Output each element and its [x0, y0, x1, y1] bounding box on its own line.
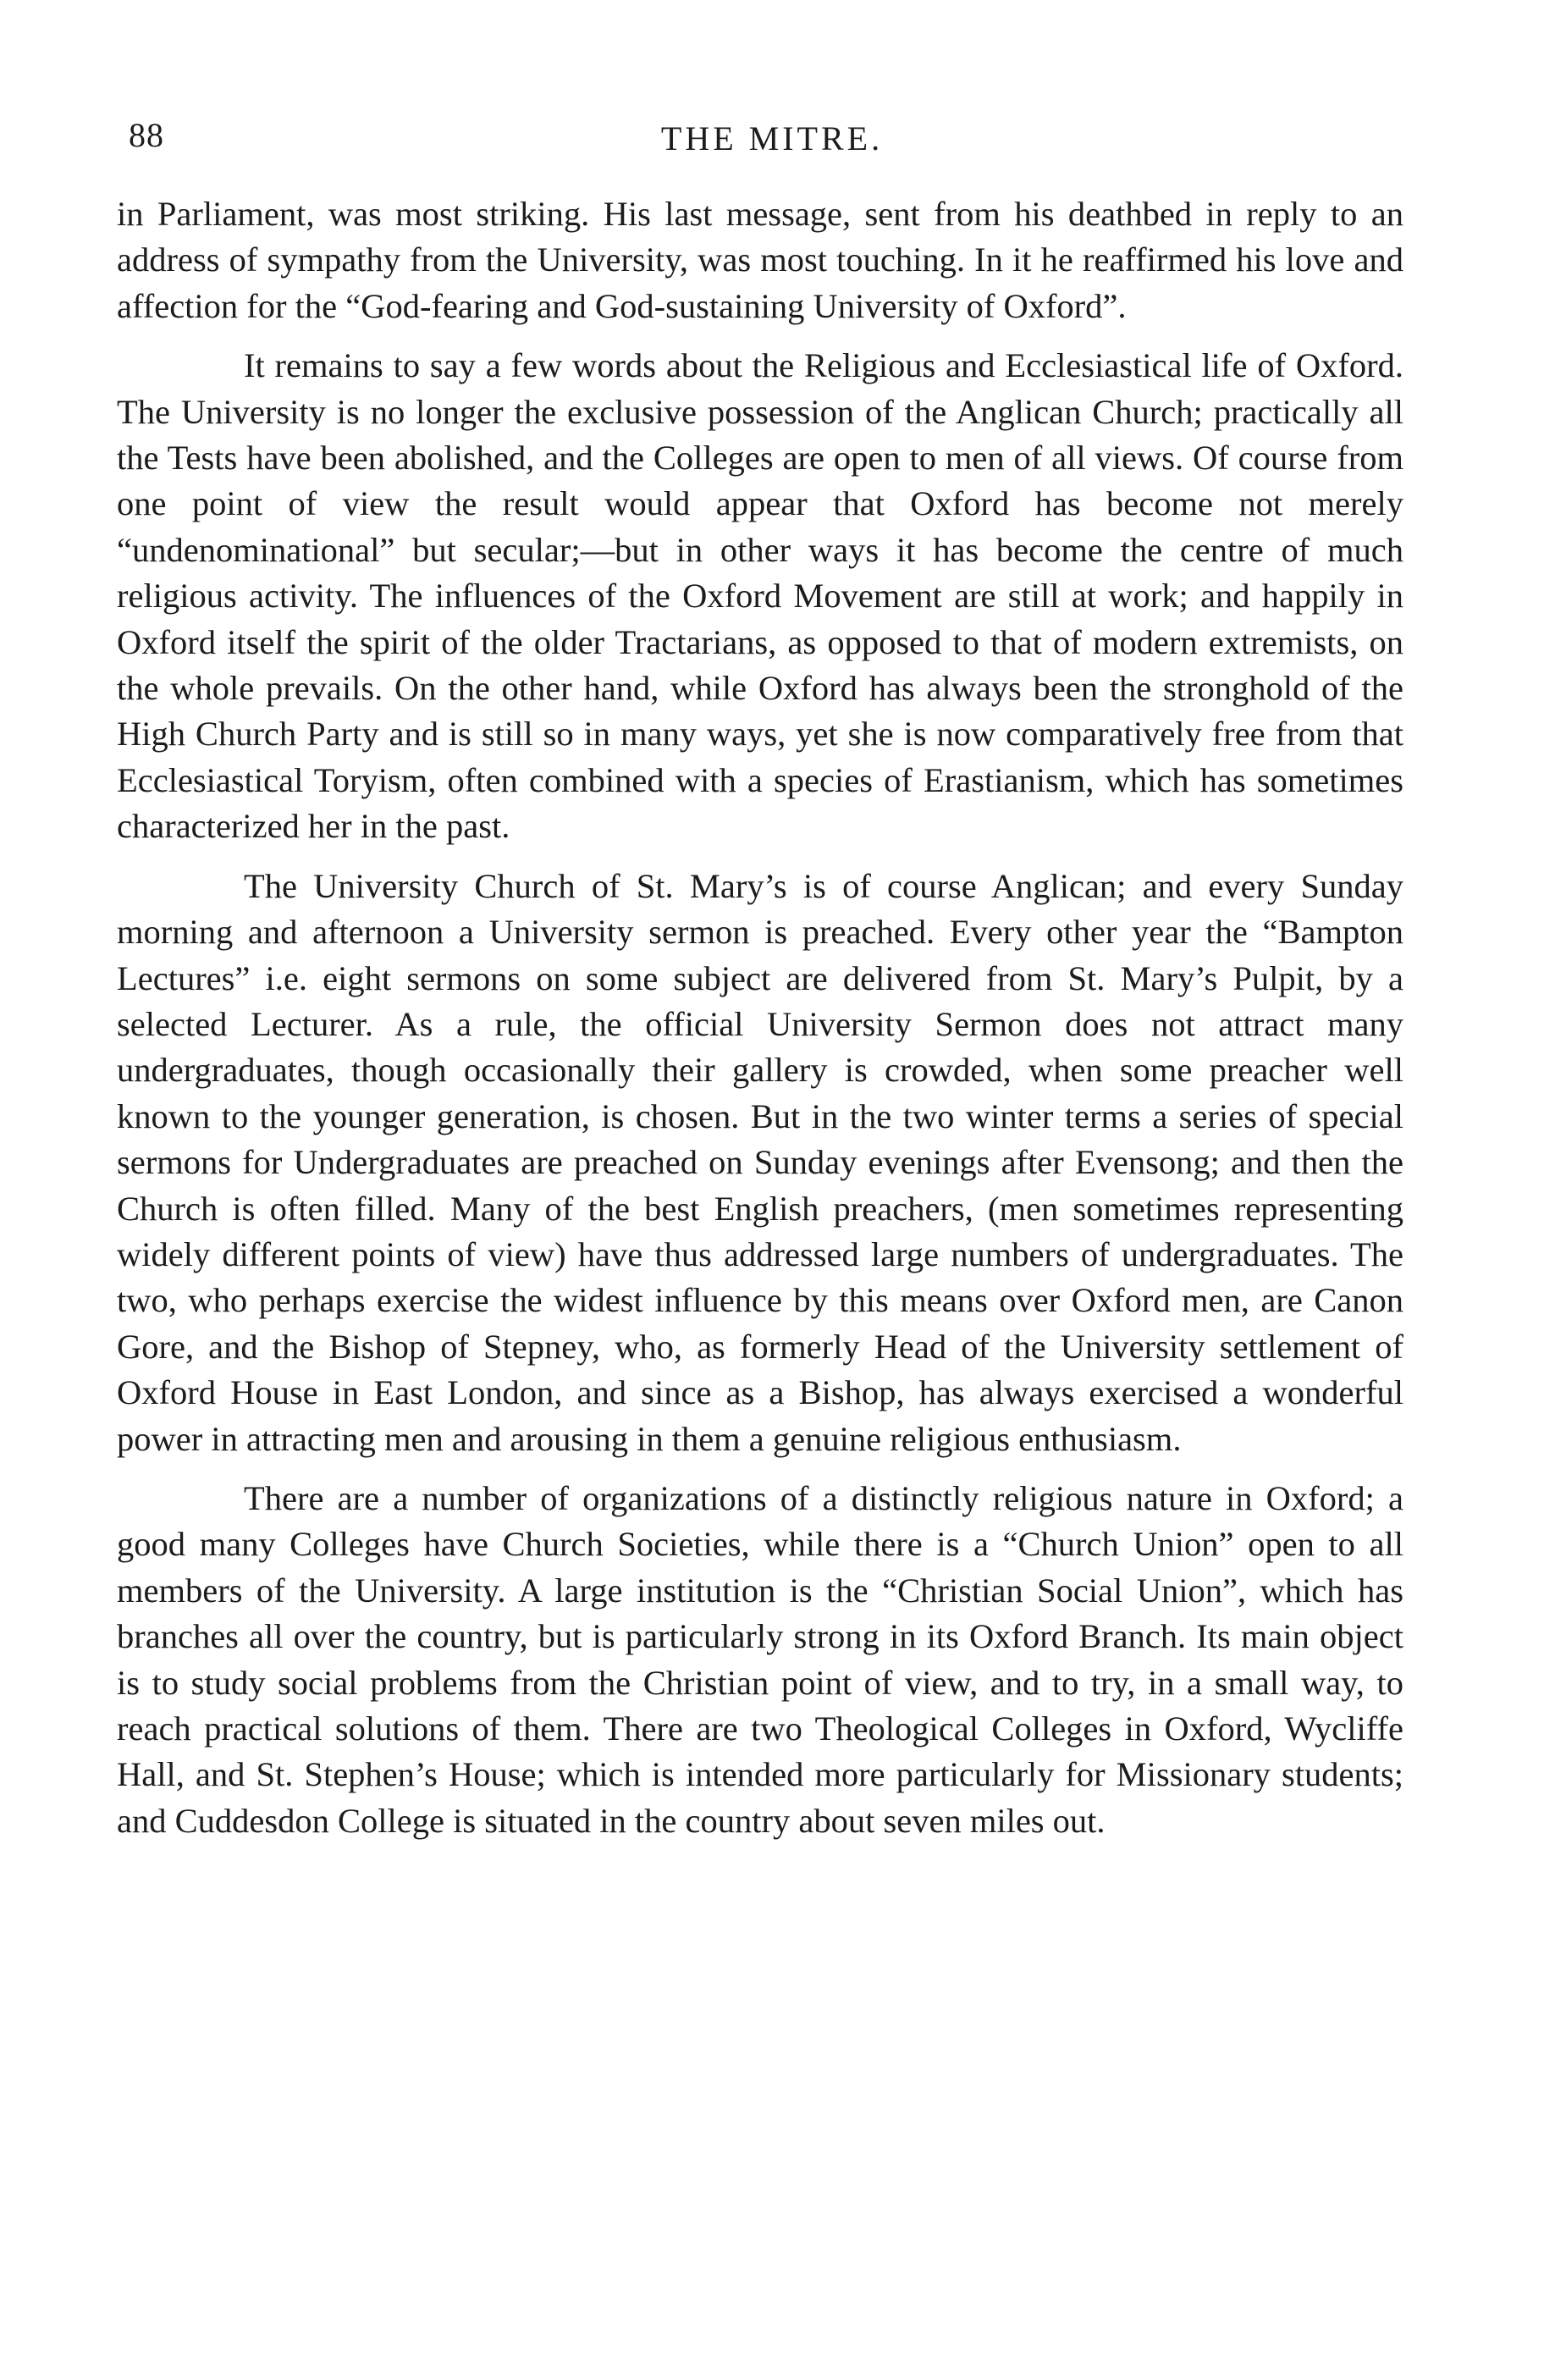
- running-title: THE MITRE.: [660, 119, 884, 157]
- paragraph-4: There are a number of organizations of a distinctly religious nature in Oxford; a good many Colleges have Church Societies, while there is a “Church Union” open to all members of the University. A large institution is the “Christian Social Union”, which has branches all over the country, but is particularly strong in its Oxford Branch. Its main object is to study social problems from the Christian point of view, and to try, in a small way, to reach practical solutions of them. There are two Theological Colleges in Oxford, Wycliffe Hall, and St. Stephen’s House; which is intended more particularly for Missionary students; and Cuddesdon College is situated in the country about seven miles out.: [117, 1478, 1403, 1840]
- page-number: 88: [129, 116, 164, 154]
- paragraph-3: The University Church of St. Mary’s is of course Anglican; and every Sunday morning and afternoon a University sermon is preached. Every other year the “Bampton Lectures” i.e. eight sermons on some subject are delivered from St. Mary’s Pulpit, by a selected Lecturer. As a rule, the official University Sermon does not attract many undergraduates, though occasionally their gallery is crowded, when some preacher well known to the younger generation, is chosen. But in the two winter terms a series of special sermons for Undergraduates are preached on Sunday evenings after Evensong; and then the Church is often filled. Many of the best English preachers, (men sometimes representing widely different points of view) have thus addressed large numbers of undergraduates. The two, who perhaps exercise the widest influence by this means over Oxford men, are Canon Gore, and the Bishop of Stepney, who, as formerly Head of the University settlement of Oxford House in East London, and since as a Bishop, has always exercised a wonderful power in attracting men and arousing in them a genuine religious enthusiasm.: [117, 866, 1403, 1458]
- paragraph-2: It remains to say a few words about the Religious and Ecclesiastical life of Oxford. The University is no longer the exclusive possession of the Anglican Church; practically all the Tests have been abolished, and the Colleges are open to men of all views. Of course from one point of view the result would appear that Oxford has become not merely “undenominational” but secular;—but in other ways it has become the centre of much religious activity. The influences of the Oxford Movement are still at work; and happily in Oxford itself the spirit of the older Tractarians, as opposed to that of modern extremists, on the whole prevails. On the other hand, while Oxford has always been the stronghold of the High Church Party and is still so in many ways, yet she is now comparatively free from that Ecclesiastical Toryism, often combined with a species of Erastianism, which has sometimes characterized her in the past.: [117, 346, 1403, 846]
- body-text: [117, 191, 1403, 1858]
- paragraph-1: in Parliament, was most striking. His last message, sent from his deathbed in reply to an address of sympathy from the University, was most touching. In it he reaffirmed his love and affection for the “God-fearing and God-sustaining University of Oxford”.: [117, 195, 1403, 325]
